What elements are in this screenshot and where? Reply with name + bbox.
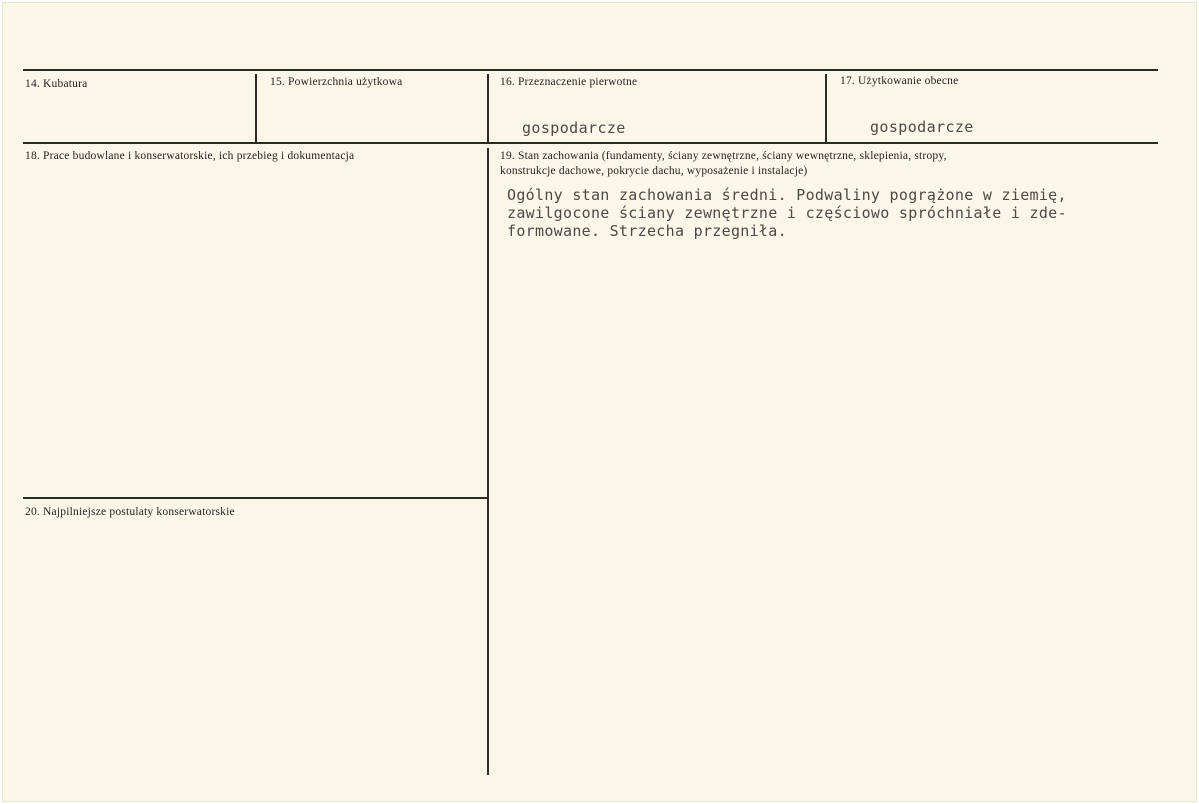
field-20-top-rule bbox=[23, 497, 487, 499]
typed-line: Ogólny stan zachowania średni. Podwaliny pogrążone w ziemię, bbox=[507, 186, 1067, 204]
field-18-label: 18. Prace budowlane i konserwatorskie, ich przebieg i dokumentacja bbox=[25, 150, 355, 162]
field-14-label: 14. Kubatura bbox=[25, 78, 88, 90]
field-15-label: 15. Powierzchnia użytkowa bbox=[270, 76, 403, 88]
main-column-divider bbox=[487, 148, 489, 775]
field-19-label-line-1: 19. Stan zachowania (fundamenty, ściany zewnętrzne, ściany wewnętrzne, sklepienia, stropy, bbox=[500, 150, 947, 162]
top-rule bbox=[23, 69, 1158, 71]
divider-14-15 bbox=[255, 74, 257, 142]
divider-16-17 bbox=[825, 74, 827, 142]
field-16-value: gospodarcze bbox=[522, 119, 626, 137]
typed-line: formowane. Strzecha przegniła. bbox=[507, 222, 787, 240]
inventory-card bbox=[2, 2, 1197, 802]
field-16-label: 16. Przeznaczenie pierwotne bbox=[500, 76, 638, 88]
field-17-value: gospodarcze bbox=[870, 118, 974, 136]
row-divider-rule bbox=[23, 142, 1158, 144]
field-20-label: 20. Najpilniejsze postulaty konserwatorskie bbox=[25, 506, 235, 518]
divider-15-16 bbox=[487, 74, 489, 142]
typed-line: zawilgocone ściany zewnętrzne i częściowo spróchniałe i zde- bbox=[507, 204, 1067, 222]
field-19-label-line-2: konstrukcje dachowe, pokrycie dachu, wyposażenie i instalacje) bbox=[500, 165, 808, 177]
field-17-label: 17. Użytkowanie obecne bbox=[840, 75, 959, 87]
field-19-typed-text bbox=[507, 186, 1067, 240]
